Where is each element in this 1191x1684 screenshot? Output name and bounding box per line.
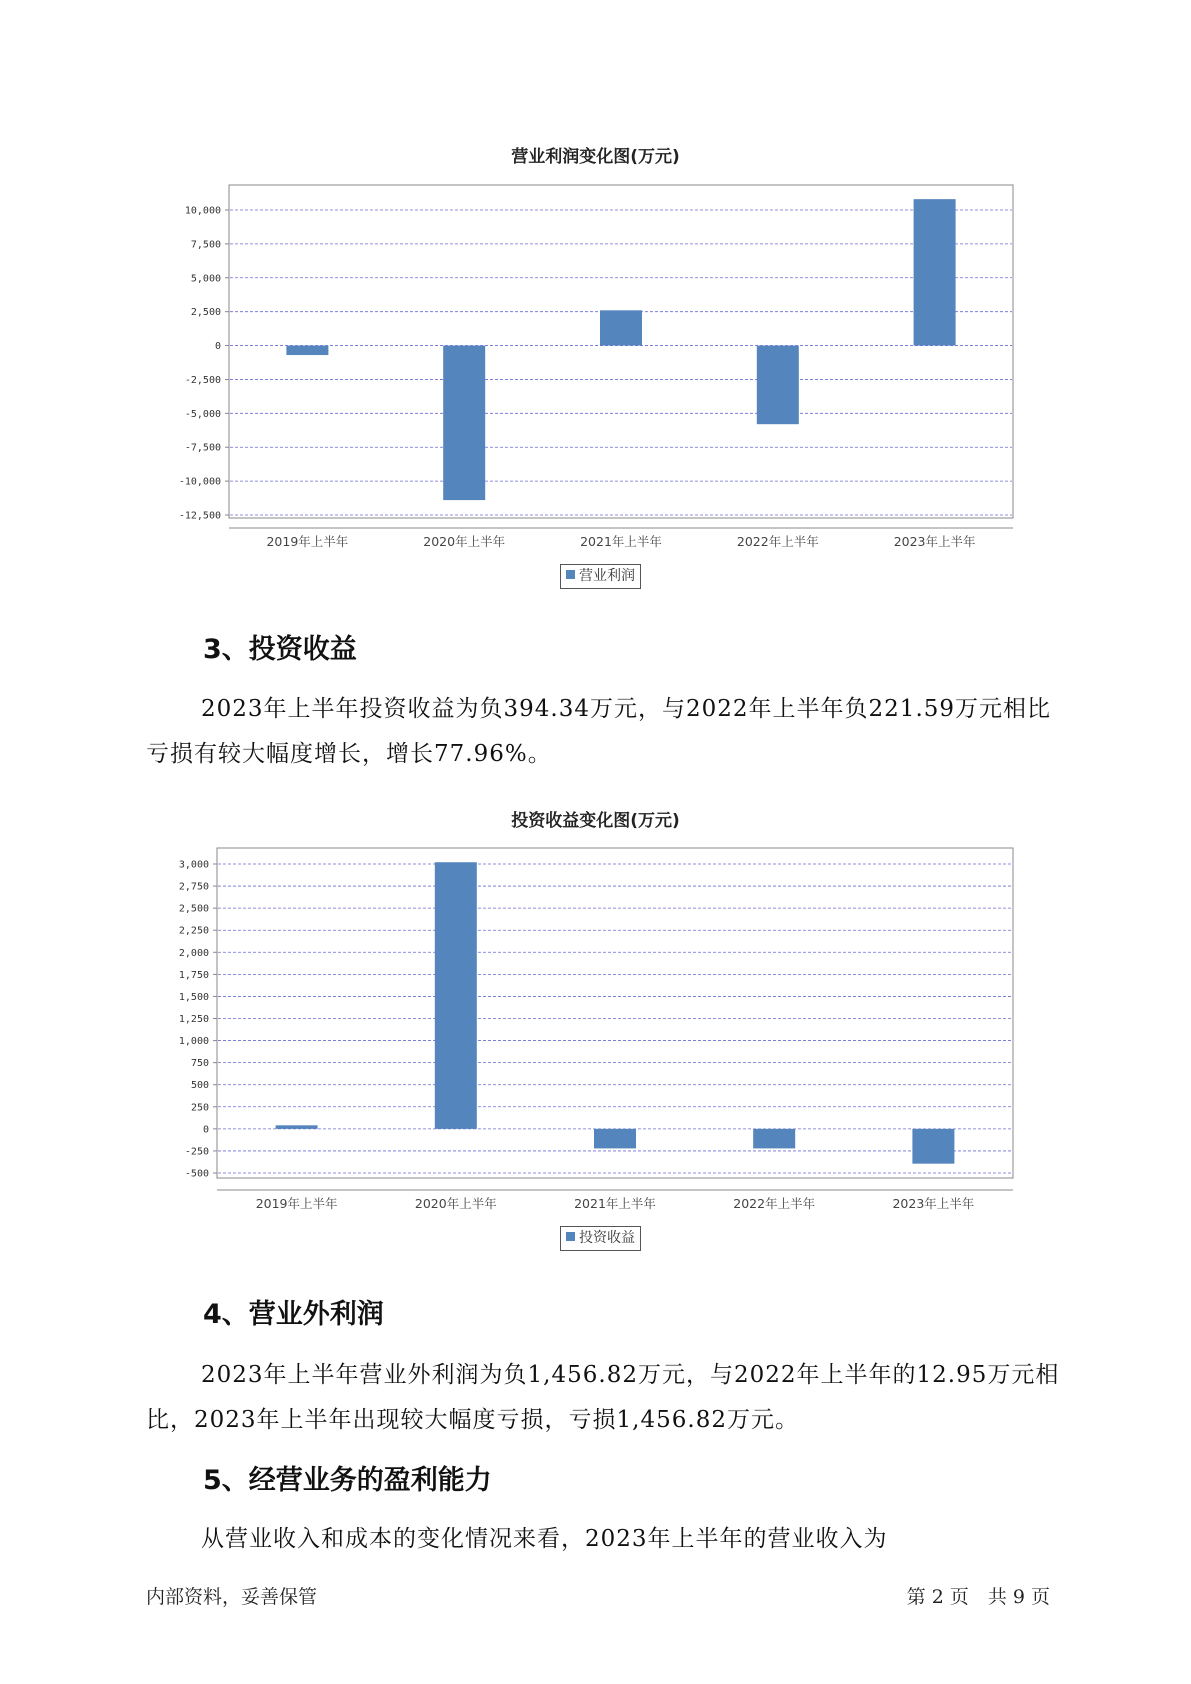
footer-confidential-note: 内部资料，妥善保管	[146, 1586, 318, 1608]
legend-label: 营业利润	[579, 568, 635, 584]
bar	[753, 1129, 795, 1149]
x-tick-label: 2019年上半年	[266, 534, 349, 549]
x-tick-label: 2022年上半年	[733, 1196, 816, 1211]
y-tick-label: 0	[202, 1124, 209, 1136]
y-tick-label: 3,000	[178, 859, 209, 871]
y-tick-label: 750	[190, 1058, 209, 1070]
y-tick-label: 2,250	[178, 925, 209, 937]
x-tick-label: 2023年上半年	[892, 1196, 975, 1211]
y-tick-label: 10,000	[184, 205, 221, 217]
y-tick-label: 1,750	[178, 969, 209, 981]
y-tick-label: -500	[184, 1168, 209, 1180]
footer-page-number: 第 2 页 共 9 页	[906, 1586, 1050, 1608]
y-tick-label: -250	[184, 1146, 209, 1158]
y-tick-label: -12,500	[178, 510, 221, 522]
x-tick-label: 2022年上半年	[736, 534, 819, 549]
y-tick-label: -5,000	[184, 408, 221, 420]
section-3-paragraph: 2023年上半年投资收益为负394.34万元，与2022年上半年负221.59万元相比亏损有较大幅度增长，增长77.96%。	[146, 696, 1052, 767]
legend-swatch	[566, 1232, 575, 1241]
legend-label: 投资收益	[579, 1230, 635, 1246]
y-tick-label: 2,500	[178, 903, 209, 915]
x-tick-label: 2021年上半年	[574, 1196, 656, 1211]
y-tick-label: 2,750	[178, 881, 209, 893]
y-tick-label: 2,500	[190, 307, 221, 319]
x-tick-label: 2021年上半年	[580, 534, 662, 549]
y-tick-label: 250	[190, 1102, 209, 1114]
x-tick-label: 2020年上半年	[423, 534, 506, 549]
investment-income-legend	[560, 1226, 641, 1251]
bar	[435, 862, 477, 1129]
x-tick-label: 2019年上半年	[255, 1196, 338, 1211]
section-4-paragraph: 2023年上半年营业外利润为负1,456.82万元，与2022年上半年的12.95万元相比，2023年上半年出现较大幅度亏损，亏损1,456.82万元。	[146, 1362, 1060, 1433]
x-tick-label: 2023年上半年	[893, 534, 976, 549]
y-tick-label: -2,500	[184, 374, 221, 386]
section-5-paragraph: 从营业收入和成本的变化情况来看，2023年上半年的营业收入为	[201, 1526, 888, 1552]
y-tick-label: 5,000	[190, 273, 221, 285]
y-tick-label: 7,500	[190, 239, 221, 251]
section-3-heading: 3、投资收益	[203, 634, 357, 665]
y-tick-label: 1,000	[178, 1036, 209, 1048]
investment-income-chart-title: 投资收益变化图(万元)	[511, 811, 680, 831]
y-tick-label: 1,500	[178, 991, 209, 1003]
y-tick-label: 0	[214, 341, 221, 353]
operating-profit-chart-title: 营业利润变化图(万元)	[511, 147, 680, 167]
y-tick-label: -7,500	[184, 442, 221, 454]
bar	[594, 1129, 636, 1149]
y-tick-label: -10,000	[178, 476, 221, 488]
bar	[276, 1125, 318, 1129]
bar	[912, 1129, 954, 1164]
x-tick-label: 2020年上半年	[414, 1196, 497, 1211]
section-5-heading: 5、经营业务的盈利能力	[203, 1465, 492, 1496]
y-tick-label: 2,000	[178, 947, 209, 959]
section-4-heading: 4、营业外利润	[203, 1299, 384, 1330]
y-tick-label: 1,250	[178, 1014, 209, 1025]
y-tick-label: 500	[190, 1080, 209, 1092]
